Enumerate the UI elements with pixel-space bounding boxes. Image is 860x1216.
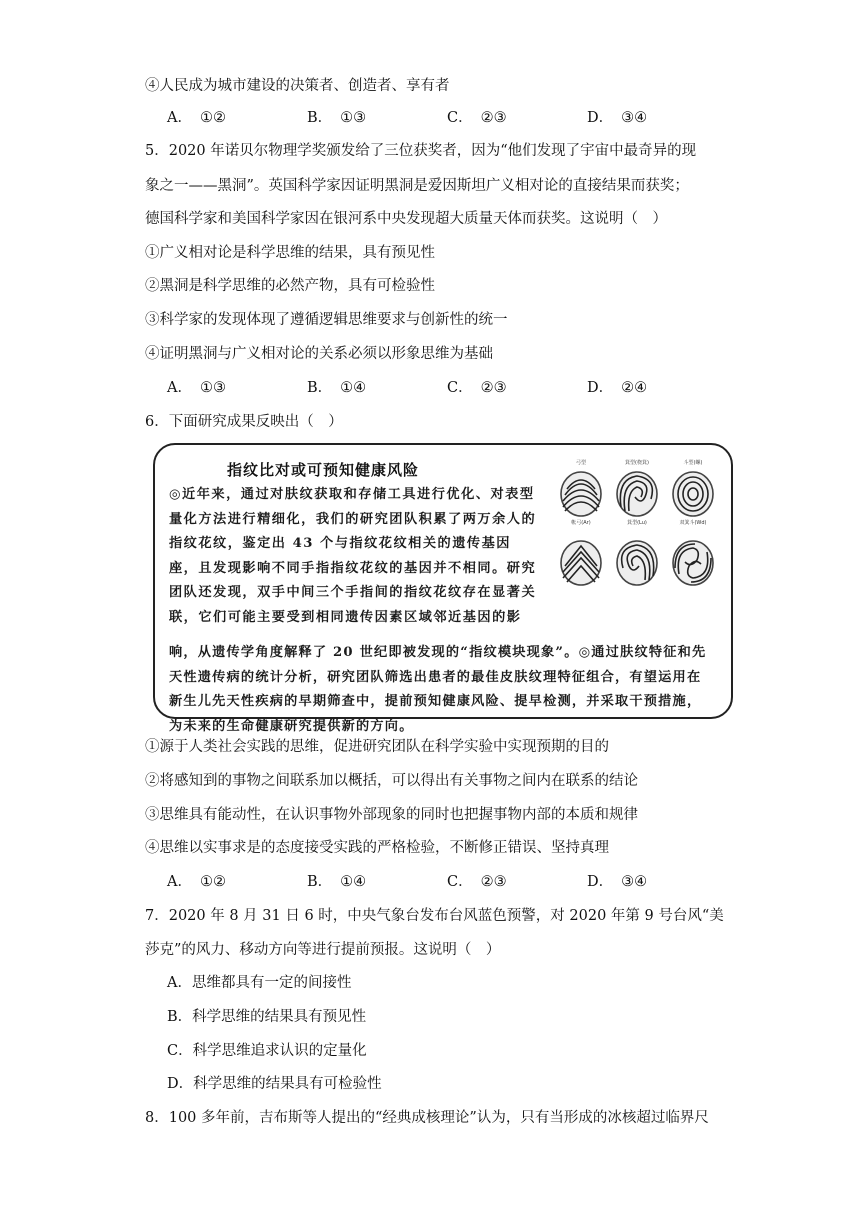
q7-stem-line-1: 7．2020 年 8 月 31 日 6 时，中央气象台发布台风蓝色预警，对 2020 年第 9 号台风“美 (145, 908, 724, 924)
q4-item-4: ④人民成为城市建设的决策者、创造者、享有者 (145, 78, 450, 94)
q7-option-c[interactable]: C．科学思维追求认识的定量化 (167, 1043, 367, 1059)
fingerprint-whorl-icon (671, 471, 715, 517)
fingerprint-loop-icon (615, 471, 659, 517)
fingerprint-grid (553, 459, 721, 609)
fingerprint-double-loop-icon (671, 540, 715, 586)
q6-item-3: ③思维具有能动性，在认识事物外部现象的同时也把握事物内部的本质和规律 (145, 807, 638, 823)
q5-stem-line-1: 5．2020 年诺贝尔物理学奖颁发给了三位获奖者，因为“他们发现了宇宙中最奇异的现 (145, 143, 697, 159)
figure-title: 指纹比对或可预知健康风险 (227, 461, 420, 479)
q4-option-b[interactable]: B． ①③ (307, 110, 367, 126)
q6-item-4: ④思维以实事求是的态度接受实践的严格检验，不断修正错误、坚持真理 (145, 840, 609, 856)
q6-stem: 6．下面研究成果反映出（ ） (145, 414, 343, 430)
q5-option-a[interactable]: A． ①③ (167, 380, 226, 396)
figure-paragraph-1: ◎近年来，通过对肤纹获取和存储工具进行优化、对表型量化方法进行精细化，我们的研究团队积累了两万余人的指纹花纹，鉴定出 43 个与指纹花纹相关的遗传基因座，且发现影响不同手指指纹花纹的基因并不相同。研究团队还发现，双手中间三个手指间的指纹花纹存在显著关联，它们可能主要受到相同遗传因素区域邻近基因的影 (169, 487, 537, 625)
q4-option-d[interactable]: D． ③④ (587, 110, 648, 126)
q5-option-d[interactable]: D． ②④ (587, 380, 648, 396)
q7-stem-line-2: 莎克”的风力、移动方向等进行提前预报。这说明（ ） (145, 942, 501, 958)
q6-figure (153, 443, 733, 734)
q6-option-c[interactable]: C． ②③ (447, 874, 507, 890)
fingerprint-double-loop (665, 534, 721, 609)
q4-option-a[interactable]: A． ①② (167, 110, 226, 126)
fingerprint-whorl: 斗型(螺) 双箕斗(Wd) (665, 459, 721, 534)
q6-item-1: ①源于人类社会实践的思维，促进研究团队在科学实验中实现预期的目的 (145, 739, 609, 755)
q4-options (167, 108, 727, 128)
q5-item-3: ③科学家的发现体现了遵循逻辑思维要求与创新性的统一 (145, 312, 508, 328)
figure-paragraph-2: 响，从遗传学角度解释了 20 世纪即被发现的“指纹模块现象”。◎通过肤纹特征和先天性遗传病的统计分析，研究团队筛选出患者的最佳皮肤纹理特征组合，有望运用在新生儿先天性疾病的早期筛查中，提前预知健康风险、提早检测，并采取干预措施，为未来的生命健康研究提供新的方向。 (169, 645, 707, 734)
q5-stem-line-2: 象之一——黑洞”。英国科学家因证明黑洞是爱因斯坦广义相对论的直接结果而获奖； (145, 178, 689, 194)
q6-item-2: ②将感知到的事物之间联系加以概括，可以得出有关事物之间内在联系的结论 (145, 773, 638, 789)
fingerprint-arch: 弓型 帐弓(Ar) (553, 459, 609, 534)
q7-option-a[interactable]: A．思维都具有一定的间接性 (167, 975, 352, 991)
q7-option-d[interactable]: D．科学思维的结果具有可检验性 (167, 1076, 382, 1092)
fingerprint-tented-arch (553, 534, 609, 609)
q5-item-2: ②黑洞是科学思维的必然产物，具有可检验性 (145, 278, 435, 294)
q6-option-d[interactable]: D． ③④ (587, 874, 648, 890)
q7-option-b[interactable]: B．科学思维的结果具有预见性 (167, 1009, 367, 1025)
fingerprint-loop-2 (609, 534, 665, 609)
q5-option-b[interactable]: B． ①④ (307, 380, 367, 396)
q5-option-c[interactable]: C． ②③ (447, 380, 507, 396)
q6-option-a[interactable]: A． ①② (167, 874, 226, 890)
q5-item-1: ①广义相对论是科学思维的结果，具有预见性 (145, 245, 435, 261)
fingerprint-loop-2-icon (615, 540, 659, 586)
q5-options (167, 378, 727, 398)
q4-option-c[interactable]: C． ②③ (447, 110, 507, 126)
fingerprint-loop: 箕型(桡箕) 箕型(Lu) (609, 459, 665, 534)
fingerprint-arch-icon (559, 471, 603, 517)
q5-stem-line-3: 德国科学家和美国科学家因在银河系中央发现超大质量天体而获奖。这说明（ ） (145, 211, 667, 227)
q6-options (167, 872, 727, 892)
q5-item-4: ④证明黑洞与广义相对论的关系必须以形象思维为基础 (145, 346, 493, 362)
q8-stem-line-1: 8．100 多年前，吉布斯等人提出的“经典成核理论”认为，只有当形成的冰核超过临界尺 (145, 1110, 709, 1126)
fingerprint-tented-arch-icon (559, 540, 603, 586)
q6-option-b[interactable]: B． ①④ (307, 874, 367, 890)
